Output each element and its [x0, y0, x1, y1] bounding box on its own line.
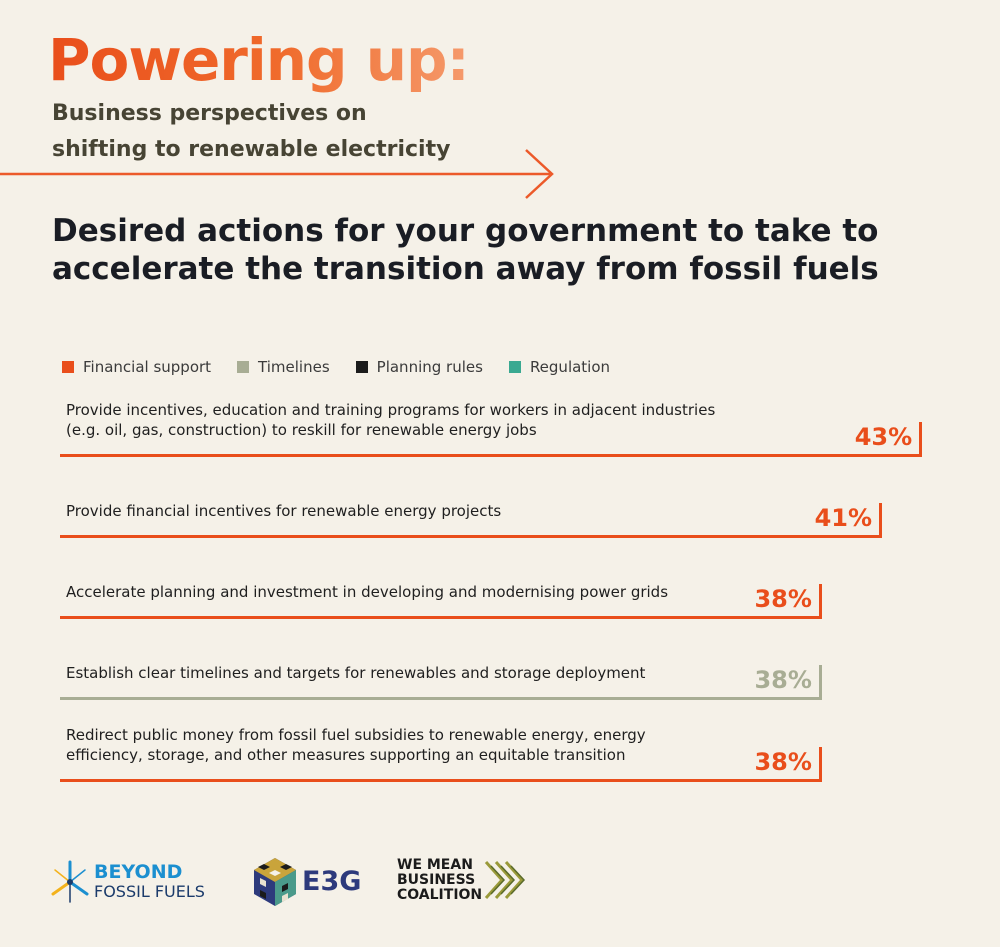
bar-end-tick — [819, 584, 822, 619]
bar-label — [66, 501, 501, 521]
bar-value-label: 38% — [754, 748, 812, 776]
bar-label — [66, 725, 646, 765]
wmb-line-1: WE MEAN — [397, 856, 473, 873]
partner-logos — [0, 850, 1000, 920]
we-mean-business-logo — [397, 856, 530, 904]
legend-item — [62, 358, 211, 376]
page-title: Powering up: — [48, 26, 469, 94]
legend-swatch — [356, 361, 368, 373]
e3g-logo — [252, 856, 361, 906]
subtitle-line-1: Business perspectives on — [52, 101, 367, 126]
legend-label: Timelines — [258, 358, 330, 376]
bar — [60, 616, 822, 619]
decorative-arrow-icon — [0, 148, 560, 208]
bar-end-tick — [919, 422, 922, 457]
wind-turbine-icon — [50, 860, 90, 904]
bar-label — [66, 400, 715, 440]
e3g-wordmark: E3G — [302, 865, 362, 897]
wmb-line-3: COALITION — [397, 886, 483, 903]
bar-label-line: Accelerate planning and investment in developing and modernising power grids — [66, 583, 669, 601]
bar-label-line: Provide financial incentives for renewable energy projects — [66, 502, 502, 520]
bar-label-line: efficiency, storage, and other measures supporting an equitable transition — [66, 746, 626, 764]
chevron-arrows-icon — [482, 856, 530, 904]
bar-value-label: 38% — [754, 585, 812, 613]
bff-line-1: BEYOND — [94, 861, 183, 883]
bar — [60, 535, 882, 538]
bar-end-tick — [819, 665, 822, 700]
bar-label-line: (e.g. oil, gas, construction) to reskill for renewable energy jobs — [66, 421, 537, 439]
bar-end-tick — [819, 747, 822, 782]
chart-legend — [62, 358, 636, 376]
hexagon-cube-icon — [252, 856, 298, 906]
bar — [60, 454, 922, 457]
legend-label: Planning rules — [376, 358, 483, 376]
beyond-fossil-fuels-logo — [50, 860, 205, 904]
bar — [60, 779, 822, 782]
legend-label: Financial support — [83, 358, 212, 376]
chart-title: Desired actions for your government to take to accelerate the transition away from fossil fuels — [52, 213, 879, 287]
bar-label-line: Establish clear timelines and targets for renewables and storage deployment — [66, 664, 646, 682]
subtitle-line-2: shifting to renewable electricity — [52, 137, 451, 162]
legend-label: Regulation — [529, 358, 611, 376]
bar — [60, 697, 822, 700]
bar-value-label: 41% — [814, 504, 873, 532]
legend-swatch — [237, 361, 249, 373]
bar-label-line: Provide incentives, education and training programs for workers in adjacent industries — [66, 401, 716, 419]
bar-value-label: 38% — [754, 666, 812, 694]
legend-swatch — [509, 361, 521, 373]
bar-end-tick — [879, 503, 882, 538]
bar-label — [66, 663, 645, 683]
legend-item — [356, 358, 483, 376]
bff-line-2: FOSSIL FUELS — [94, 882, 205, 901]
bar-label-line: Redirect public money from fossil fuel subsidies to renewable energy, energy — [66, 726, 646, 744]
wmb-line-2: BUSINESS — [397, 871, 476, 888]
legend-swatch — [62, 361, 74, 373]
legend-item — [509, 358, 610, 376]
legend-item — [237, 358, 330, 376]
bar-value-label: 43% — [854, 423, 913, 451]
bar-label — [66, 582, 668, 602]
